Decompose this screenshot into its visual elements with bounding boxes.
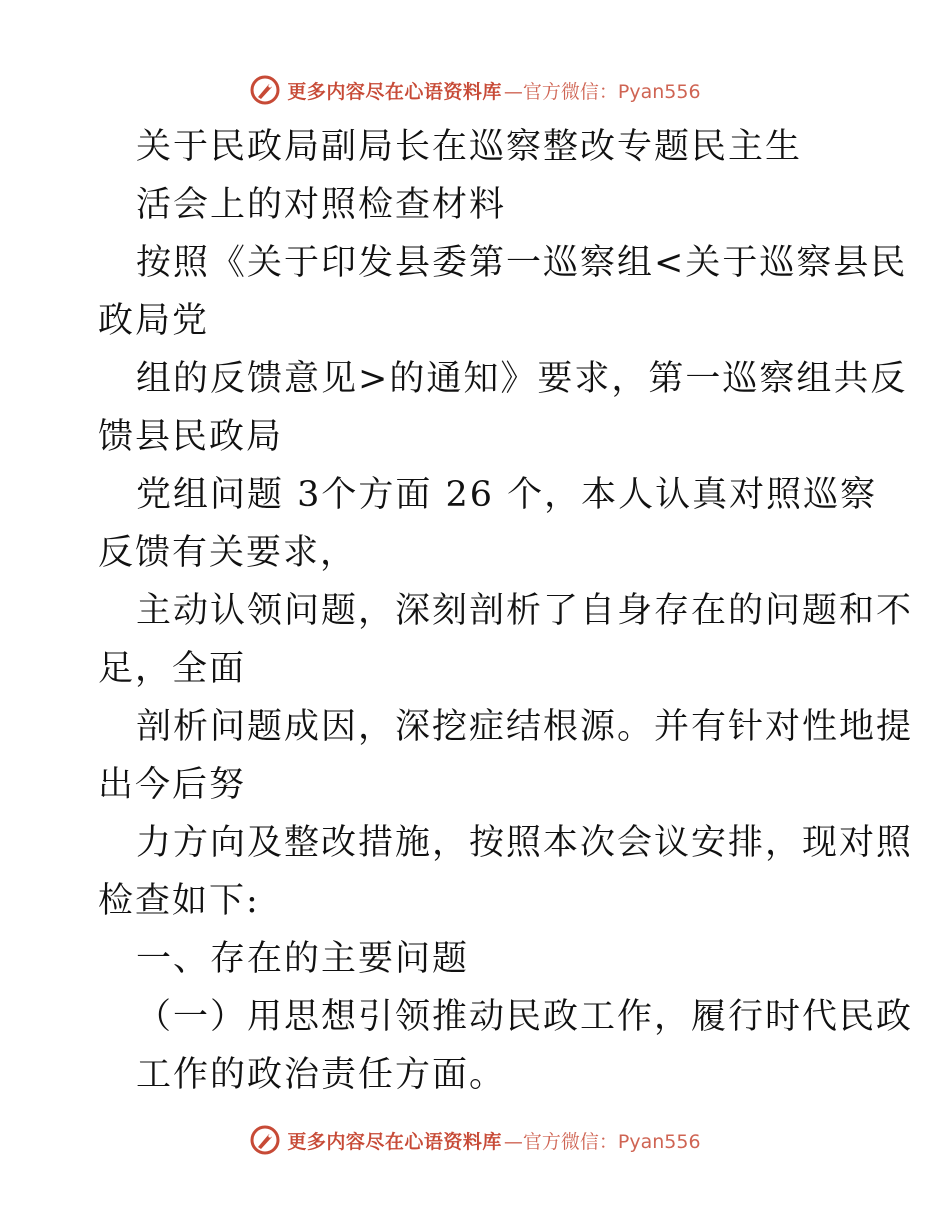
paragraph-line: 出今后努: [98, 765, 247, 805]
watermark-footer: [0, 1120, 950, 1160]
section-heading: 一、存在的主要问题: [136, 939, 470, 979]
paragraph-line: 足，全面: [98, 649, 247, 689]
paragraph-line: 组的反馈意见>的通知》要求，第一巡察组共反: [136, 359, 908, 399]
paragraph-line: 力方向及整改措施，按照本次会议安排，现对照: [136, 823, 914, 863]
paragraph-line: 党组问题 3个方面 26 个，本人认真对照巡察: [136, 475, 878, 515]
pen-nib-circle-icon: [249, 1124, 281, 1156]
watermark-main-text: 更多内容尽在心语资料库: [287, 1130, 502, 1153]
title-line-1: 关于民政局副局长在巡察整改专题民主生: [136, 127, 803, 167]
title-line-2: 活会上的对照检查材料: [136, 185, 507, 225]
paragraph-line: 反馈有关要求，: [98, 533, 358, 573]
paragraph-line: 检查如下:: [98, 881, 260, 921]
paragraph-line: 馈县民政局: [98, 417, 284, 457]
document-body: [98, 118, 914, 1104]
paragraph-line: 主动认领问题，深刻剖析了自身存在的问题和不: [136, 591, 914, 631]
subsection-heading: （一）用思想引领推动民政工作，履行时代民政: [136, 997, 914, 1037]
paragraph-line: 剖析问题成因，深挖症结根源。并有针对性地提: [136, 707, 914, 747]
paragraph-line: 按照《关于印发县委第一巡察组<关于巡察县民: [136, 243, 908, 283]
pen-nib-circle-icon: [249, 74, 281, 106]
subsection-heading-cont: 工作的政治责任方面。: [136, 1055, 507, 1095]
watermark-header: [0, 70, 950, 110]
paragraph-line: 政局党: [98, 301, 210, 341]
watermark-main-text: 更多内容尽在心语资料库: [287, 80, 502, 103]
watermark-sub-text: —官方微信：Pyan556: [503, 1130, 701, 1153]
watermark-sub-text: —官方微信：Pyan556: [503, 80, 701, 103]
